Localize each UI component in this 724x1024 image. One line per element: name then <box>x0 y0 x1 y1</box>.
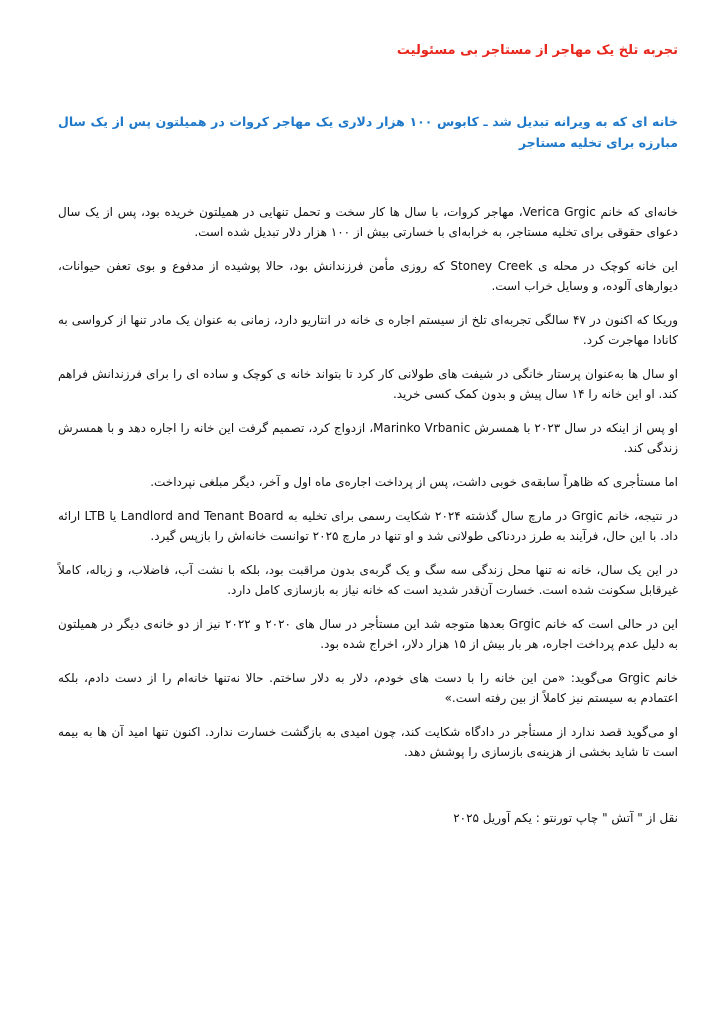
source-credit: نقل از " آتش " چاپ تورنتو : یکم آوریل ۲۰۲۵ <box>453 811 678 825</box>
paragraph-9: این در حالی است که خانم Grgic بعدها متوجه شد این مستأجر در سال های ۲۰۲۰ و ۲۰۲۲ نیز از دو خانه‌ی دیگر در همیلتون به دلیل عدم پرداخت اجاره، هر بار بیش از ۱۵ هزار دلار، اخراج شده بود. <box>58 617 678 651</box>
paragraph-1: خانه‌ای که خانم Verica Grgic، مهاجر کروات، با سال ها کار سخت و تحمل تنهایی در همیلتون خریده بود، پس از یک سال دعوای حقوقی برای تخلیه مستاجر، به خرابه‌ای با خسارتی بیش از ۱۰۰ هزار دلار تبدیل شده است. <box>58 205 678 239</box>
paragraph-2: این خانه کوچک در محله ی Stoney Creek که روزی مأمن فرزندانش بود، حالا پوشیده از مدفوع و بوی تعفن حیوانات، دیوارهای آلوده، و وسایل خراب است. <box>58 259 678 293</box>
article-title: تجربه تلخ یک مهاجر از مستاجر بی مسئولیت <box>396 43 678 58</box>
paragraph-8: در این یک سال، خانه نه تنها محل زندگی سه سگ و یک گربه‌ی بدون مراقبت بود، بلکه با نشت آب، فاضلاب، و زباله، کاملاً غیرقابل سکونت شده است. خسارت آن‌قدر شدید است که خانه نیاز به بازسازی کامل دارد. <box>58 563 678 597</box>
paragraph-6: اما مستأجری که ظاهراً سابقه‌ی خوبی داشت، پس از پرداخت اجاره‌ی ماه اول و آخر، دیگر مبلغی نپرداخت. <box>150 475 678 489</box>
paragraph-7: در نتیجه، خانم Grgic در مارچ سال گذشته ۲۰۲۴ شکایت رسمی برای تخلیه به Landlord and Tenant Board یا LTB ارائه داد. با این حال، فرآیند به طرز دردناکی طولانی شد و او تنها در مارچ ۲۰۲۵ توانست خانه‌اش را بازپس گیرد. <box>58 509 679 543</box>
article-body <box>58 202 678 762</box>
article-subtitle: خانه ای که به ویرانه تبدیل شد ـ کابوس ۱۰۰ هزار دلاری یک مهاجر کروات در همیلتون پس از یک سال مبارزه برای تخلیه مستاجر <box>58 114 679 150</box>
paragraph-3: وریکا که اکنون در ۴۷ سالگی تجربه‌ای تلخ از سیستم اجاره ی خانه در انتاریو دارد، زمانی به عنوان یک مادر تنها از کرواسی به کانادا مهاجرت کرد. <box>58 313 679 347</box>
paragraph-4: او سال ها به‌عنوان پرستار خانگی در شیفت های طولانی کار کرد تا بتواند خانه ی کوچک و ساده ای را برای فرزندانش فراهم کند. او این خانه را ۱۴ سال پیش و بدون کمک کسی خرید. <box>58 367 678 401</box>
document-page <box>58 42 678 828</box>
paragraph-5: او پس از اینکه در سال ۲۰۲۳ با همسرش Marinko Vrbanic، ازدواج کرد، تصمیم گرفت این خانه را اجاره دهد و با همسرش زندگی کند. <box>58 421 678 455</box>
paragraph-11: او می‌گوید قصد ندارد از مستأجر در دادگاه شکایت کند، چون امیدی به بازگشت خسارت ندارد. اکنون تنها امید آن ها به بیمه است تا شاید بخشی از هزینه‌ی بازسازی را پوشش دهد. <box>58 725 678 759</box>
paragraph-10: خانم Grgic می‌گوید: «من این خانه را با دست های خودم، دلار به دلار ساختم. حالا نه‌تنها خانه‌ام را از دست دادم، بلکه اعتمادم به سیستم نیز کاملاً از بین رفته است.» <box>58 671 679 705</box>
